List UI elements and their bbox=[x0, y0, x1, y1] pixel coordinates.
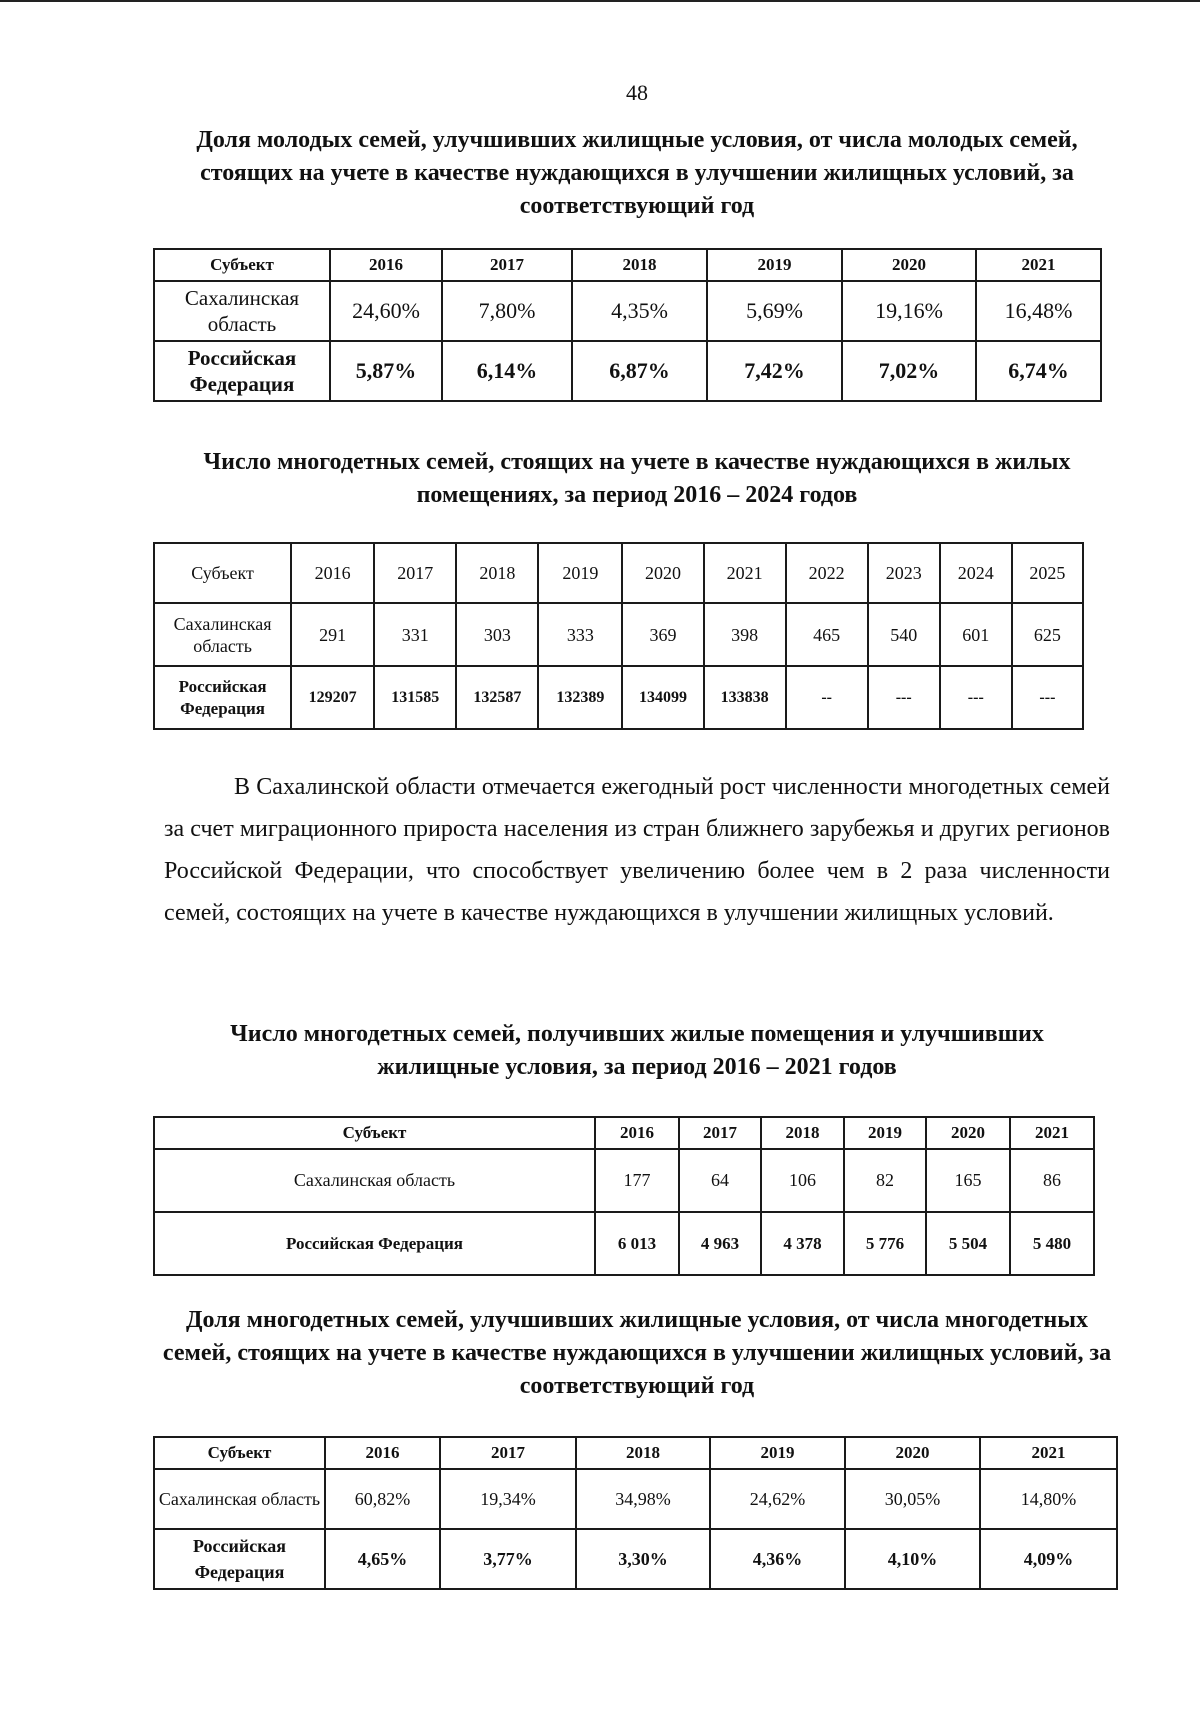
header-cell: 2017 bbox=[679, 1117, 761, 1149]
table-cell: 16,48% bbox=[976, 281, 1101, 341]
table-row bbox=[154, 341, 1101, 401]
header-cell: 2019 bbox=[710, 1437, 845, 1469]
header-cell: Субъект bbox=[154, 249, 330, 281]
table-cell: 19,34% bbox=[440, 1469, 576, 1529]
table-row bbox=[154, 1529, 1117, 1589]
table-cell: 465 bbox=[786, 603, 868, 666]
table-cell: 6 013 bbox=[595, 1212, 679, 1275]
table-cell: 4,36% bbox=[710, 1529, 845, 1589]
table-2-title: Число многодетных семей, стоящих на учете в качестве нуждающихся в жилых помещениях, за период 2016 – 2024 годов bbox=[203, 449, 1071, 508]
table-row bbox=[154, 1149, 1094, 1212]
table-header-row bbox=[154, 1437, 1117, 1469]
table-header-row bbox=[154, 249, 1101, 281]
large-families-share-table bbox=[153, 1436, 1118, 1590]
table-cell: --- bbox=[868, 666, 940, 729]
table-cell: 24,62% bbox=[710, 1469, 845, 1529]
header-cell: Субъект bbox=[154, 543, 291, 603]
table-row bbox=[154, 666, 1083, 729]
row-subject: Сахалинская область bbox=[154, 1149, 595, 1212]
table-cell: 398 bbox=[704, 603, 786, 666]
table-cell: 3,77% bbox=[440, 1529, 576, 1589]
row-subject: Сахалинская область bbox=[154, 281, 330, 341]
header-cell: 2021 bbox=[980, 1437, 1117, 1469]
header-cell: 2020 bbox=[845, 1437, 980, 1469]
table-cell: 333 bbox=[538, 603, 622, 666]
row-subject: Российская Федерация bbox=[154, 666, 291, 729]
header-cell: 2016 bbox=[330, 249, 442, 281]
table-cell: 7,80% bbox=[442, 281, 572, 341]
table-cell: 4 378 bbox=[761, 1212, 844, 1275]
table-cell: 134099 bbox=[622, 666, 703, 729]
table-cell: 132389 bbox=[538, 666, 622, 729]
table-cell: 129207 bbox=[291, 666, 374, 729]
table-cell: 4,09% bbox=[980, 1529, 1117, 1589]
table-cell: -- bbox=[786, 666, 868, 729]
table-cell: 30,05% bbox=[845, 1469, 980, 1529]
table-cell: 5 776 bbox=[844, 1212, 926, 1275]
table-cell: 601 bbox=[940, 603, 1012, 666]
table-cell: 540 bbox=[868, 603, 940, 666]
header-cell: 2021 bbox=[1010, 1117, 1094, 1149]
row-subject: Российская Федерация bbox=[154, 1212, 595, 1275]
table-1-title: Доля молодых семей, улучшивших жилищные условия, от числа молодых семей, стоящих на учете в качестве нуждающихся в улучшении жилищных условий, за соответствующий год bbox=[196, 127, 1078, 219]
table-cell: 331 bbox=[374, 603, 456, 666]
table-header-row bbox=[154, 1117, 1094, 1149]
header-cell: 2020 bbox=[622, 543, 703, 603]
table-cell: 369 bbox=[622, 603, 703, 666]
header-cell: 2019 bbox=[707, 249, 842, 281]
header-cell: 2019 bbox=[538, 543, 622, 603]
table-cell: --- bbox=[940, 666, 1012, 729]
header-cell: 2025 bbox=[1012, 543, 1083, 603]
header-cell: 2017 bbox=[374, 543, 456, 603]
header-cell: 2016 bbox=[325, 1437, 440, 1469]
row-subject: Российская Федерация bbox=[154, 1529, 325, 1589]
table-cell: 131585 bbox=[374, 666, 456, 729]
table-cell: 106 bbox=[761, 1149, 844, 1212]
table-cell: 4,35% bbox=[572, 281, 707, 341]
table-row bbox=[154, 1212, 1094, 1275]
table-cell: 19,16% bbox=[842, 281, 976, 341]
table-cell: 34,98% bbox=[576, 1469, 710, 1529]
header-cell: 2018 bbox=[456, 543, 538, 603]
table-cell: 177 bbox=[595, 1149, 679, 1212]
table-cell: 3,30% bbox=[576, 1529, 710, 1589]
table-header-row bbox=[154, 543, 1083, 603]
table-cell: 133838 bbox=[704, 666, 786, 729]
row-subject: Российская Федерация bbox=[154, 341, 330, 401]
table-cell: 82 bbox=[844, 1149, 926, 1212]
table-cell: 14,80% bbox=[980, 1469, 1117, 1529]
table-cell: 5,87% bbox=[330, 341, 442, 401]
row-subject: Сахалинская область bbox=[154, 1469, 325, 1529]
table-cell: 6,14% bbox=[442, 341, 572, 401]
header-cell: 2022 bbox=[786, 543, 868, 603]
table-cell: 5,69% bbox=[707, 281, 842, 341]
header-cell: 2017 bbox=[440, 1437, 576, 1469]
header-cell: 2019 bbox=[844, 1117, 926, 1149]
large-families-waitlist-table bbox=[153, 542, 1084, 730]
table-cell: 6,87% bbox=[572, 341, 707, 401]
header-cell: 2020 bbox=[926, 1117, 1010, 1149]
header-cell: 2018 bbox=[572, 249, 707, 281]
table-cell: 86 bbox=[1010, 1149, 1094, 1212]
header-cell: 2017 bbox=[442, 249, 572, 281]
table-cell: --- bbox=[1012, 666, 1083, 729]
row-subject: Сахалинская область bbox=[154, 603, 291, 666]
header-cell: 2024 bbox=[940, 543, 1012, 603]
table-cell: 132587 bbox=[456, 666, 538, 729]
header-cell: Субъект bbox=[154, 1117, 595, 1149]
table-cell: 303 bbox=[456, 603, 538, 666]
table-cell: 291 bbox=[291, 603, 374, 666]
header-cell: 2016 bbox=[291, 543, 374, 603]
table-4-title: Доля многодетных семей, улучшивших жилищные условия, от числа многодетных семей, стоящих на учете в качестве нуждающихся в улучшении жилищных условий, за соответствующий год bbox=[162, 1307, 1112, 1399]
page-number: 48 bbox=[626, 80, 648, 105]
table-row bbox=[154, 1469, 1117, 1529]
table-cell: 165 bbox=[926, 1149, 1010, 1212]
table-cell: 60,82% bbox=[325, 1469, 440, 1529]
table-cell: 5 504 bbox=[926, 1212, 1010, 1275]
table-cell: 7,02% bbox=[842, 341, 976, 401]
table-cell: 24,60% bbox=[330, 281, 442, 341]
table-cell: 4,65% bbox=[325, 1529, 440, 1589]
table-3-title: Число многодетных семей, получивших жилые помещения и улучшивших жилищные условия, за период 2016 – 2021 годов bbox=[230, 1021, 1044, 1080]
table-cell: 6,74% bbox=[976, 341, 1101, 401]
table-cell: 64 bbox=[679, 1149, 761, 1212]
large-families-housed-table bbox=[153, 1116, 1095, 1276]
header-cell: 2021 bbox=[976, 249, 1101, 281]
table-cell: 4 963 bbox=[679, 1212, 761, 1275]
table-cell: 625 bbox=[1012, 603, 1083, 666]
table-cell: 5 480 bbox=[1010, 1212, 1094, 1275]
header-cell: 2018 bbox=[576, 1437, 710, 1469]
table-cell: 4,10% bbox=[845, 1529, 980, 1589]
header-cell: 2018 bbox=[761, 1117, 844, 1149]
table-row bbox=[154, 603, 1083, 666]
header-cell: 2016 bbox=[595, 1117, 679, 1149]
table-row bbox=[154, 281, 1101, 341]
header-cell: 2023 bbox=[868, 543, 940, 603]
header-cell: 2021 bbox=[704, 543, 786, 603]
page-top-border bbox=[0, 0, 1200, 2]
header-cell: 2020 bbox=[842, 249, 976, 281]
young-families-share-table bbox=[153, 248, 1102, 402]
body-paragraph: В Сахалинской области отмечается ежегодный рост численности многодетных семей за счет миграционного прироста населения из стран ближнего зарубежья и других регионов Российской Федерации, что способствует увеличению более чем в 2 раза численности семей, состоящих на учете в качестве нуждающихся в улучшении жилищных условий. bbox=[164, 774, 1110, 926]
table-cell: 7,42% bbox=[707, 341, 842, 401]
header-cell: Субъект bbox=[154, 1437, 325, 1469]
